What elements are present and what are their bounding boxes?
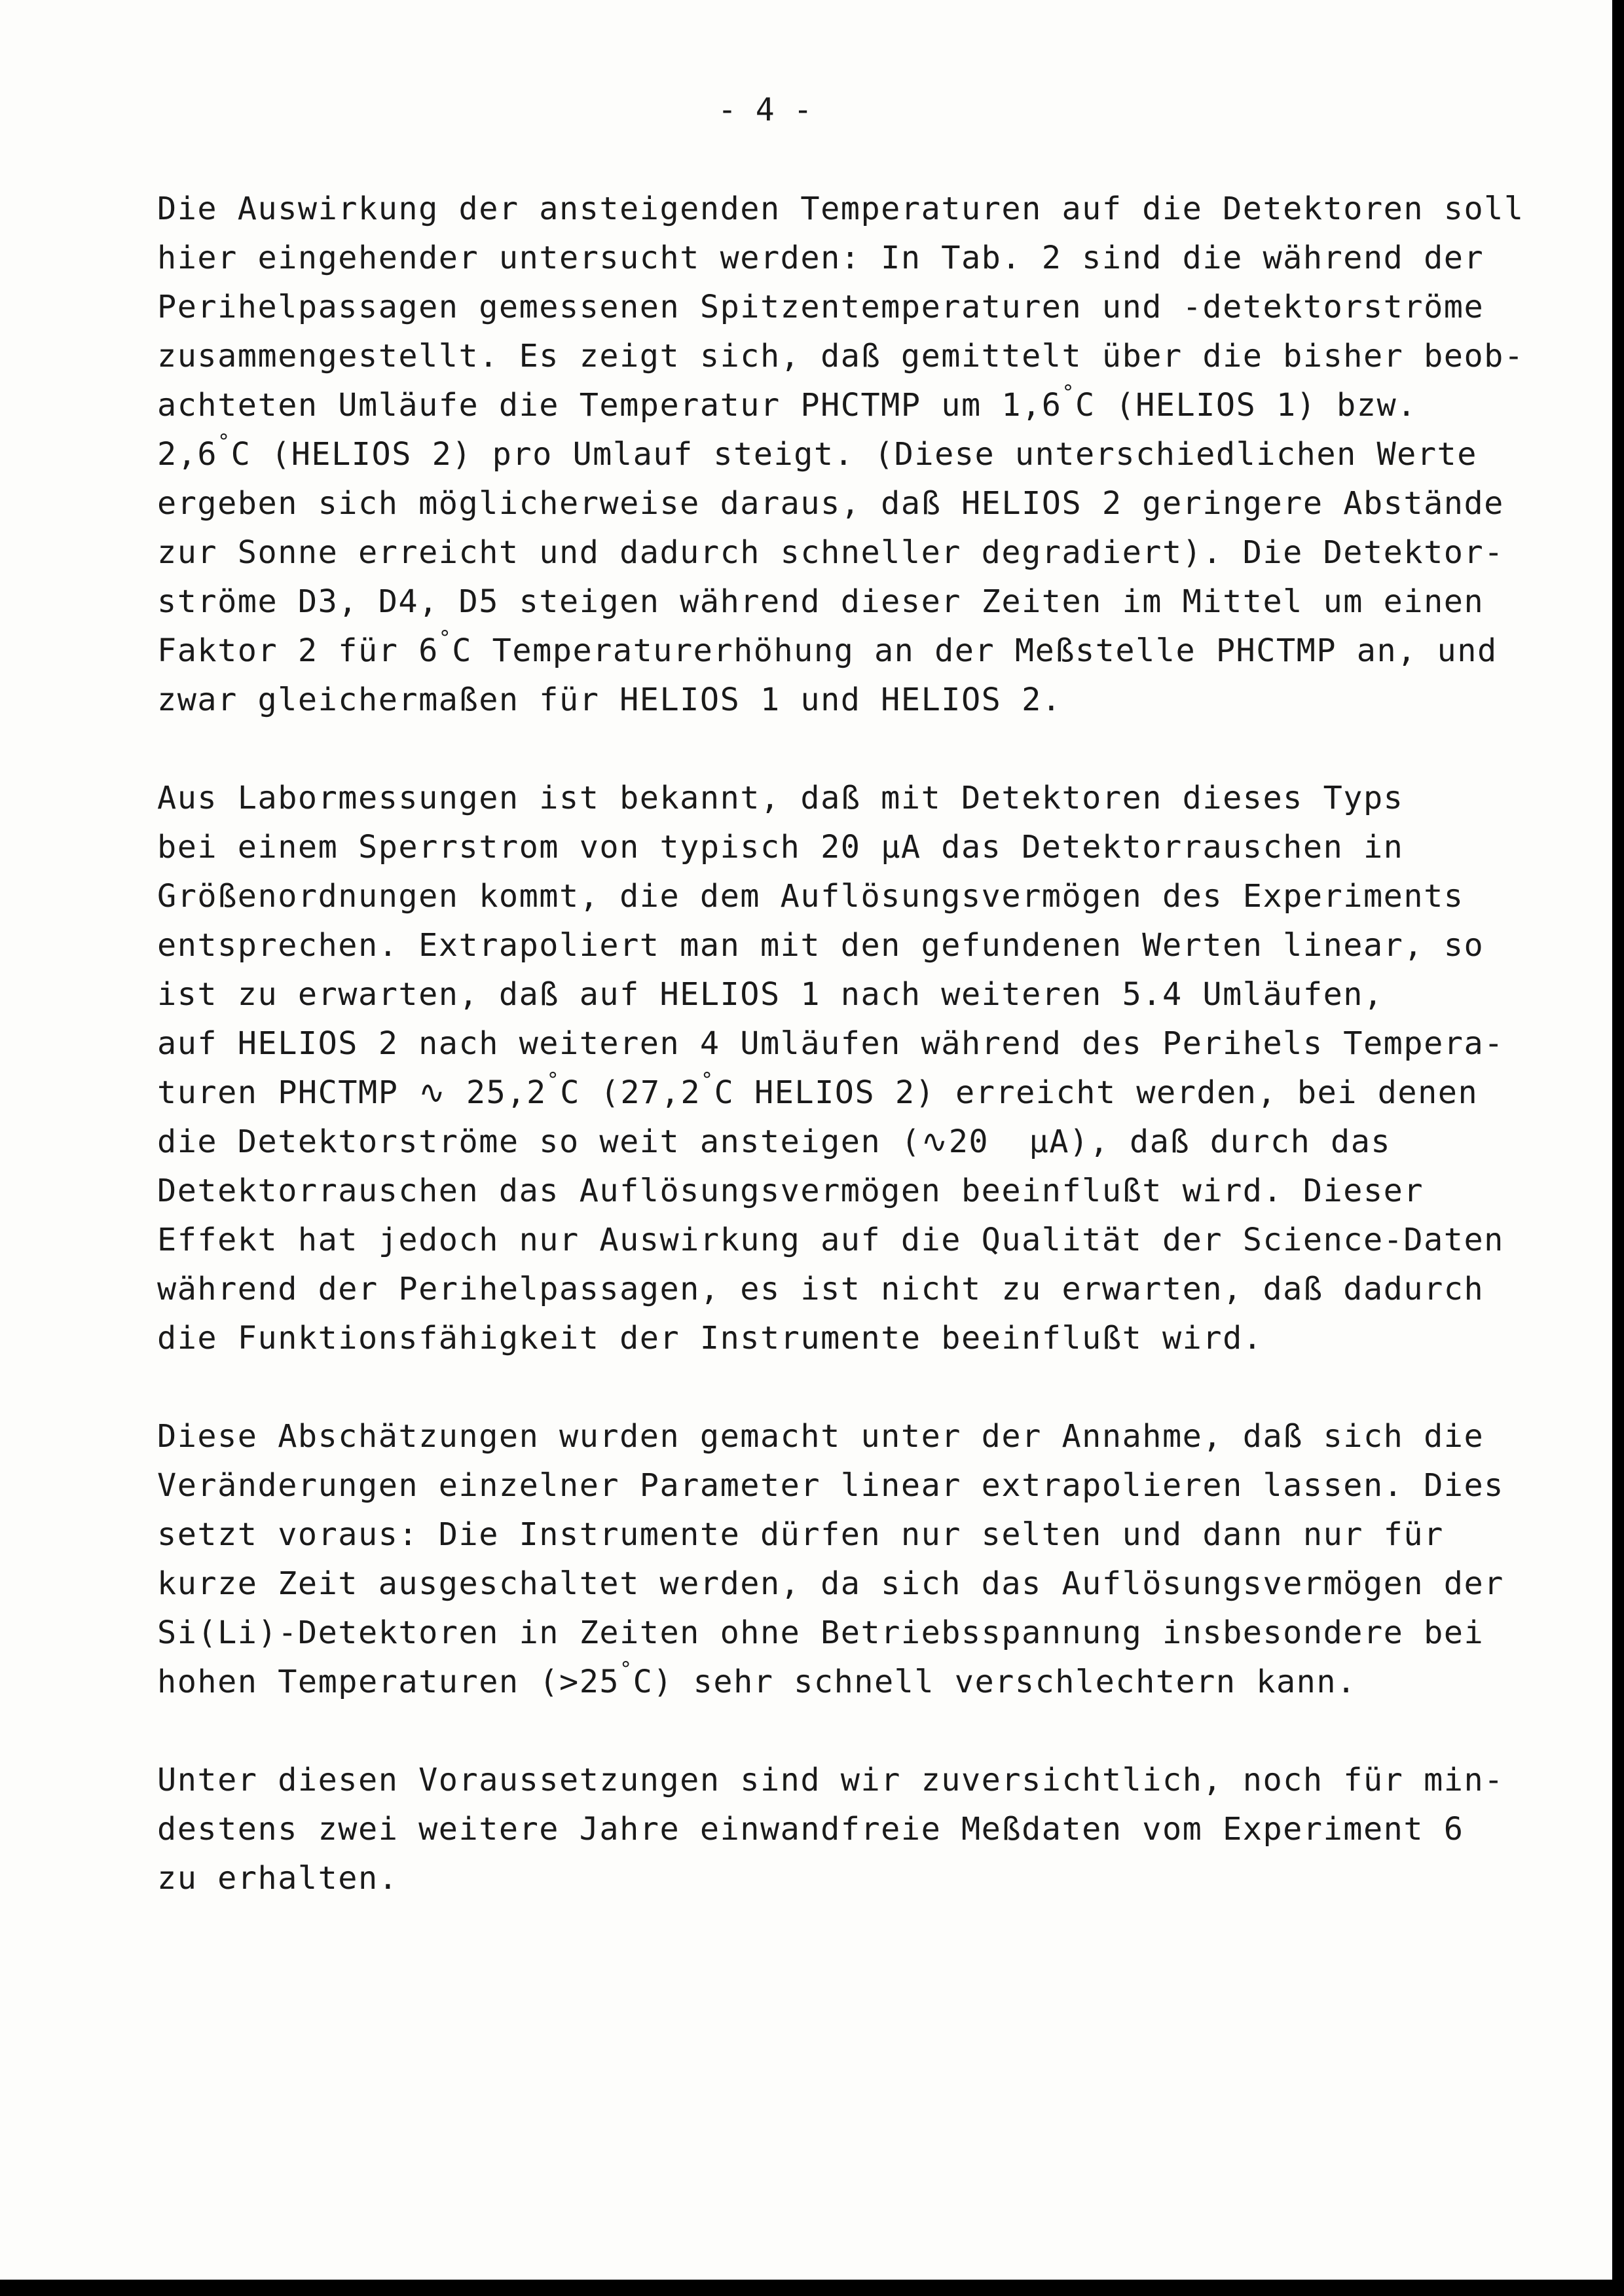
- text-line: kurze Zeit ausgeschaltet werden, da sich das Auflösungsvermögen der: [157, 1565, 1504, 1602]
- paragraph-4: [157, 1756, 1545, 1903]
- text-line: destens zwei weitere Jahre einwandfreie Meßdaten vom Experiment 6: [157, 1811, 1464, 1848]
- degree-sign: °: [438, 626, 452, 650]
- text-line: Detektorrauschen das Auflösungsvermögen beeinflußt wird. Dieser: [157, 1173, 1424, 1209]
- text-line: ist zu erwarten, daß auf HELIOS 1 nach weiteren 5.4 Umläufen,: [157, 976, 1384, 1013]
- paragraph-2: [157, 774, 1545, 1363]
- text-line: zu erhalten.: [157, 1860, 399, 1897]
- text-line: achteten Umläufe die Temperatur PHCTMP um 1,6°C (HELIOS 1) bzw.: [157, 380, 1417, 424]
- text-line: Aus Labormessungen ist bekannt, daß mit Detektoren dieses Typs: [157, 780, 1404, 816]
- text-line: ergeben sich möglicherweise daraus, daß HELIOS 2 geringere Abstände: [157, 485, 1504, 522]
- text-line: Die Auswirkung der ansteigenden Temperaturen auf die Detektoren soll: [157, 191, 1524, 227]
- degree-sign: °: [619, 1657, 633, 1681]
- text-line: hohen Temperaturen (>25°C) sehr schnell verschlechtern kann.: [157, 1657, 1357, 1700]
- body-text: [157, 185, 1545, 1952]
- text-line: zur Sonne erreicht und dadurch schneller degradiert). Die Detektor-: [157, 534, 1504, 571]
- paragraph-3: [157, 1412, 1545, 1707]
- page-number: - 4 -: [718, 92, 813, 128]
- text-line: ströme D3, D4, D5 steigen während dieser Zeiten im Mittel um einen: [157, 583, 1485, 620]
- text-line: Größenordnungen kommt, die dem Auflösungsvermögen des Experiments: [157, 878, 1464, 915]
- text-line: hier eingehender untersucht werden: In Tab. 2 sind die während der: [157, 240, 1485, 276]
- text-line: zwar gleichermaßen für HELIOS 1 und HELIOS 2.: [157, 682, 1062, 718]
- text-line: bei einem Sperrstrom von typisch 20 µA das Detektorrauschen in: [157, 829, 1404, 866]
- degree-sign: °: [1061, 380, 1075, 405]
- degree-sign: °: [217, 429, 231, 454]
- degree-sign: °: [701, 1068, 714, 1092]
- text-line: zusammengestellt. Es zeigt sich, daß gemittelt über die bisher beob-: [157, 338, 1524, 374]
- paragraph-1: [157, 185, 1545, 725]
- text-line: Diese Abschätzungen wurden gemacht unter der Annahme, daß sich die: [157, 1418, 1485, 1455]
- text-line: während der Perihelpassagen, es ist nicht zu erwarten, daß dadurch: [157, 1271, 1485, 1307]
- text-line: Faktor 2 für 6°C Temperaturerhöhung an der Meßstelle PHCTMP an, und: [157, 626, 1498, 669]
- text-line: Unter diesen Voraussetzungen sind wir zuversichtlich, noch für min-: [157, 1762, 1504, 1798]
- text-line: die Detektorströme so weit ansteigen (∿20 µA), daß durch das: [157, 1123, 1392, 1160]
- text-line: Veränderungen einzelner Parameter linear extrapolieren lassen. Dies: [157, 1467, 1504, 1504]
- text-line: 2,6°C (HELIOS 2) pro Umlauf steigt. (Diese unterschiedlichen Werte: [157, 429, 1477, 473]
- text-line: turen PHCTMP ∿ 25,2°C (27,2°C HELIOS 2) erreicht werden, bei denen: [157, 1068, 1479, 1111]
- text-line: entsprechen. Extrapoliert man mit den gefundenen Werten linear, so: [157, 927, 1485, 964]
- text-line: Si(Li)-Detektoren in Zeiten ohne Betriebsspannung insbesondere bei: [157, 1614, 1485, 1651]
- text-line: setzt voraus: Die Instrumente dürfen nur selten und dann nur für: [157, 1516, 1444, 1553]
- text-line: auf HELIOS 2 nach weiteren 4 Umläufen während des Perihels Tempera-: [157, 1025, 1504, 1062]
- text-line: Effekt hat jedoch nur Auswirkung auf die Qualität der Science-Daten: [157, 1222, 1504, 1258]
- degree-sign: °: [546, 1068, 561, 1092]
- text-line: Perihelpassagen gemessenen Spitzentemperaturen und -detektorströme: [157, 289, 1485, 325]
- text-line: die Funktionsfähigkeit der Instrumente beeinflußt wird.: [157, 1320, 1263, 1357]
